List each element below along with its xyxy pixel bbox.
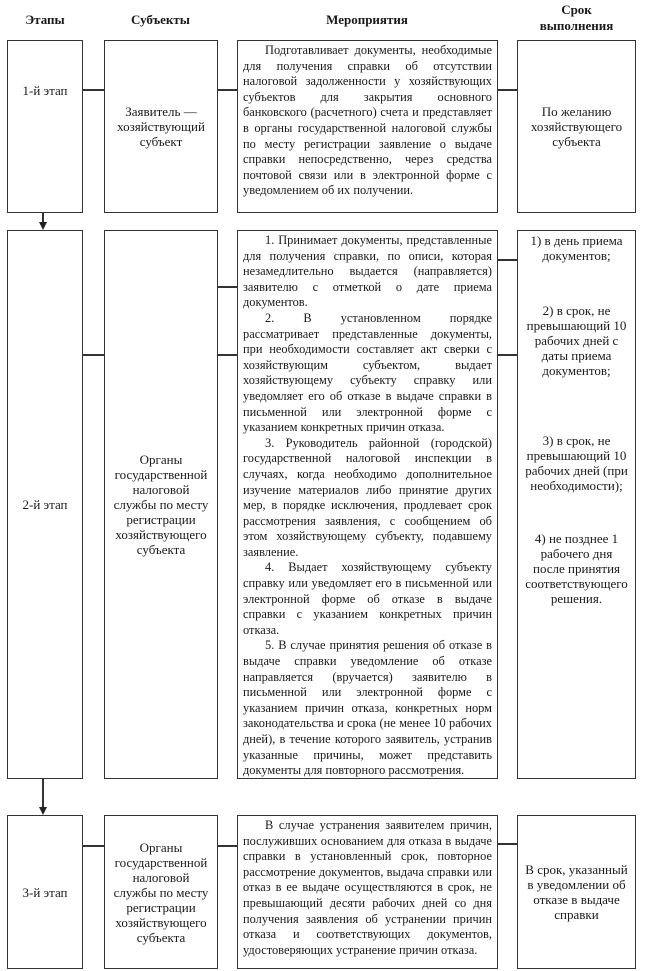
stage-2-deadline-4: 4) не позднее 1 рабочего дня после принятия соответствующего решения.	[525, 531, 628, 606]
connector-measures1-deadline1	[498, 89, 517, 91]
arrow-stage2-to-stage3	[42, 779, 44, 808]
connector-measures2-deadline2-a	[498, 259, 517, 261]
arrow-down-icon	[39, 807, 47, 815]
stage-1-measures-box	[237, 40, 498, 213]
connector-measures3-deadline3	[498, 843, 517, 845]
stage-3-deadline: В срок, указанный в уведомлении об отказе в выдаче справки	[525, 862, 628, 922]
header-deadline-line1: Срок	[561, 2, 592, 17]
connector-measures2-deadline2-b	[498, 354, 517, 356]
stage-3-measures-box	[237, 815, 498, 969]
stage-2-box	[7, 230, 83, 779]
stage-3-box	[7, 815, 83, 969]
stage-1-box	[7, 40, 83, 213]
stage-1-subject: Заявитель — хозяйствующий субъект	[117, 104, 205, 149]
stage-1-label: 1-й этап	[22, 83, 68, 98]
connector-subject2-measures2-b	[218, 354, 237, 356]
stage-2-label: 2-й этап	[22, 497, 68, 512]
stage-1-measure-1: Подготавливает документы, необходимые для получения справки об отсутствии налоговой задолженности у хозяйствующих субъектов для закрытия основного банковского (расчетного) счета и представляет в органы государственной налоговой службы по месту регистрации заявление о выдаче справки непосредственно, через средства почтовой связи или в электронной форме с уведомлением об их получении.	[243, 43, 492, 198]
connector-subject2-measures2-a	[218, 286, 237, 288]
stage-2-measures-box	[237, 230, 498, 779]
stage-2-subject: Органы государственной налоговой службы по месту регистрации хозяйствующего субъекта	[113, 452, 209, 557]
connector-stage2-subject2	[83, 354, 104, 356]
stage-1-deadline: По желанию хозяйствующего субъекта	[530, 104, 623, 149]
connector-stage1-subject1	[83, 89, 104, 91]
stage-1-deadline-box	[517, 40, 636, 213]
stage-2-deadline-3: 3) в срок, не превышающий 10 рабочих дней (при необходимости);	[525, 433, 628, 493]
stage-2-measure-5: 5. В случае принятия решения об отказе в выдаче справки уведомление об отказе направляется (вручается) заявителю в письменной или электронной форме с указанием причин отказа, конкретных норм законодательства и срока (не менее 10 рабочих дней), в течение которого заявитель, устранив указанные причины, может представить документы для повторного рассмотрения.	[243, 638, 492, 778]
stage-1-subject-box	[104, 40, 218, 213]
stage-2-measure-1: 1. Принимает документы, представленные для получения справки, по описи, которая незамедлительно выдается (направляется) заявителю с отметкой о дате приема документов.	[243, 233, 492, 310]
arrow-down-icon	[39, 222, 47, 230]
stage-2-deadline-2: 2) в срок, не превышающий 10 рабочих дней с даты приема документов;	[526, 303, 627, 378]
connector-stage3-subject3	[83, 845, 104, 847]
header-deadline-line2: выполнения	[539, 18, 614, 33]
stage-2-deadline-1: 1) в день приема документов;	[530, 233, 623, 263]
header-subjects: Субъекты	[131, 12, 190, 27]
stage-3-label: 3-й этап	[22, 884, 68, 900]
stage-2-subject-box	[104, 230, 218, 779]
connector-subject1-measures1	[218, 89, 237, 91]
stage-3-subject: Органы государственной налоговой службы по месту регистрации хозяйствующего субъекта	[113, 839, 209, 945]
header-stages: Этапы	[25, 12, 65, 27]
header-deadline	[517, 2, 636, 34]
stage-3-subject-box	[104, 815, 218, 969]
stage-2-measure-3: 3. Руководитель районной (городской) государственной налоговой инспекции в случаях, когда необходимо дополнительное изучение материалов либо принятие других мер, в порядке исключения, продлевает срок рассмотрения заявления, с сообщением об этом хозяйствующему субъекту, подавшему заявление.	[243, 435, 492, 559]
stage-3-measure-1: В случае устранения заявителем причин, послуживших основанием для отказа в выдаче справки в установленный срок, повторное рассмотрение документов, выдача справки или отказ в ее выдаче осуществляются в срок, не превышающий десяти рабочих дней со дня получения заявления об устранении причин отказа и соответствующих документов, удостоверяющих устранение причин отказа.	[243, 818, 492, 957]
stage-3-deadline-box	[517, 815, 636, 969]
connector-subject3-measures3	[218, 845, 237, 847]
header-measures: Мероприятия	[326, 12, 408, 27]
stage-2-measure-4: 4. Выдает хозяйствующему субъекту справку или уведомляет его в письменной или электронной форме об отказе в выдаче справки с указанием конкретных причин отказа.	[243, 560, 492, 637]
stage-2-deadline-box	[517, 230, 636, 779]
stage-2-measure-2: 2. В установленном порядке рассматривает представленные документы, при необходимости составляет акт сверки с хозяйствующим субъектом, выдает хозяйствующему субъекту справку или уведомляет его об отказе в выдаче справки в письменной или электронной форме с указанием конкретных причин отказа.	[243, 310, 492, 435]
